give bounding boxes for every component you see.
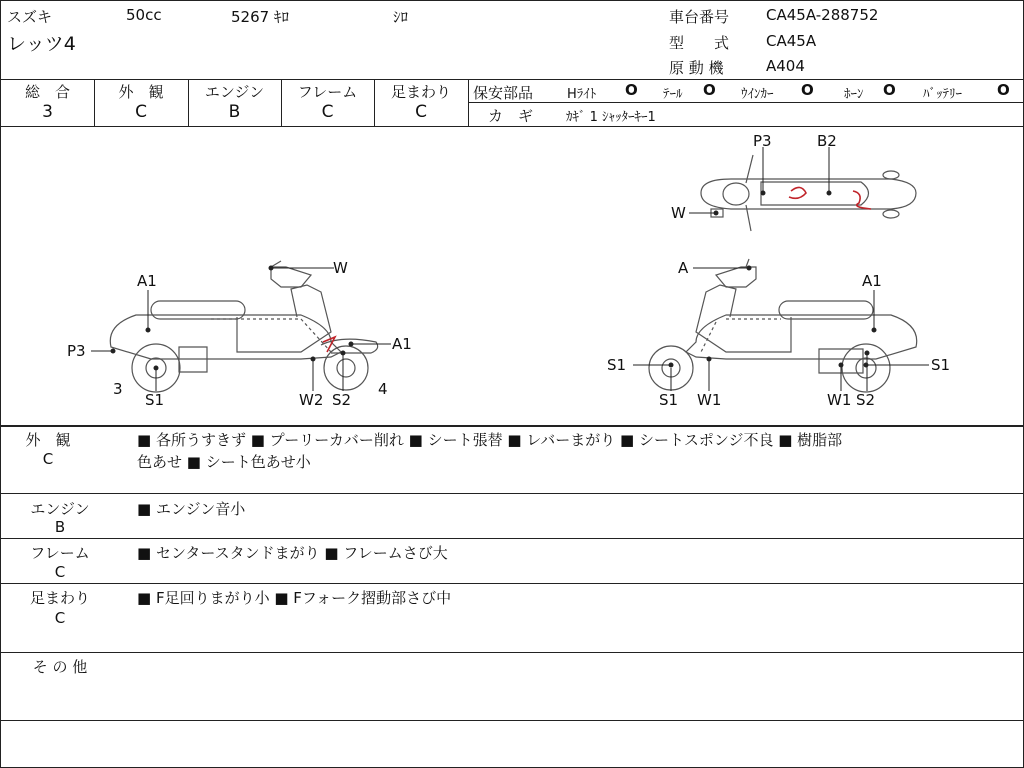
scooter-top-view — [701, 155, 916, 231]
label-a1: A1 — [137, 272, 157, 290]
type-value: CA45A — [766, 32, 817, 50]
damage-diagram — [1, 127, 1023, 425]
divider — [1, 538, 1023, 539]
engine-label: 原 動 機 — [669, 59, 724, 77]
section-exterior-line1: ■ 各所うすきず ■ プーリーカバー削れ ■ シート張替 ■ レバーまがり ■ シートスポンジ不良 ■ 樹脂部 — [137, 431, 843, 449]
section-frame-grade: C — [54, 563, 66, 581]
frame-no-label: 車台番号 — [669, 8, 730, 26]
displacement: 50cc — [126, 6, 162, 24]
section-suspension-grade: C — [54, 609, 66, 627]
label-s2-r: S2 — [856, 391, 876, 409]
mileage: 5267 ｷﾛ — [231, 8, 289, 26]
divider — [468, 79, 469, 126]
safety-item-horn: ﾎｰﾝ — [844, 87, 864, 102]
divider — [468, 102, 1023, 103]
grade-exterior-value: C — [135, 102, 147, 122]
key-value: ｶｷﾞ 1 ｼｬｯﾀｰｷｰ1 — [566, 110, 656, 125]
key-label: カ ギ — [488, 107, 534, 125]
safety-label: 保安部品 — [473, 84, 534, 102]
label-s1: S1 — [145, 391, 165, 409]
engine-value: A404 — [766, 57, 805, 75]
damage-marks — [323, 187, 871, 352]
label-w-top: W — [671, 204, 686, 222]
section-engine-line1: ■ エンジン音小 — [137, 500, 246, 518]
divider — [1, 425, 1023, 427]
label-w2: W2 — [299, 391, 324, 409]
grade-frame-value: C — [321, 102, 334, 122]
grade-engine-label: エンジン — [204, 83, 265, 101]
divider — [1, 583, 1023, 584]
divider — [1, 79, 1023, 80]
maker: スズキ — [7, 8, 53, 26]
divider — [1, 720, 1023, 721]
section-exterior-grade: C — [42, 450, 54, 468]
section-frame-label: フレーム — [30, 544, 90, 562]
section-engine-grade: B — [54, 518, 66, 536]
leader-lines — [91, 147, 929, 391]
divider — [1, 493, 1023, 494]
safety-item-winker: ｳｲﾝｶｰ — [741, 87, 774, 102]
label-a1-right: A1 — [392, 335, 412, 353]
label-s1-left: S1 — [607, 356, 627, 374]
grade-suspension-label: 足まわり — [390, 83, 451, 101]
label-a: A — [678, 259, 689, 277]
label-a1-r: A1 — [862, 272, 882, 290]
safety-item-headlight: Hﾗｲﾄ — [567, 87, 597, 102]
grade-suspension-value: C — [415, 102, 427, 122]
section-other-label: そ の 他 — [32, 658, 88, 676]
grade-total-value: 3 — [42, 102, 53, 122]
safety-mark-horn: O — [883, 81, 896, 99]
safety-mark-headlight: O — [625, 81, 638, 99]
model-name: レッツ4 — [7, 33, 76, 55]
label-w1-front: W1 — [697, 391, 722, 409]
section-suspension-label: 足まわり — [29, 589, 90, 607]
section-exterior-label: 外 観 — [25, 431, 71, 449]
divider — [1, 652, 1023, 653]
section-engine-label: エンジン — [30, 500, 90, 518]
label-s2: S2 — [332, 391, 352, 409]
label-3: 3 — [113, 380, 123, 398]
section-frame-line1: ■ センタースタンドまがり ■ フレームさび大 — [137, 544, 448, 562]
color: ｼﾛ — [393, 8, 409, 26]
grade-frame-label: フレーム — [297, 83, 358, 101]
label-s1-bottom: S1 — [659, 391, 679, 409]
grade-engine-value: B — [228, 102, 241, 122]
type-label: 型 式 — [669, 34, 730, 52]
safety-mark-battery: O — [997, 81, 1010, 99]
label-4: 4 — [378, 380, 388, 398]
label-p3-top: P3 — [753, 132, 772, 150]
label-s1-right: S1 — [931, 356, 951, 374]
safety-item-tail: ﾃｰﾙ — [663, 87, 683, 102]
grade-exterior-label: 外 観 — [118, 83, 164, 101]
safety-mark-tail: O — [703, 81, 716, 99]
label-p3: P3 — [67, 342, 86, 360]
section-exterior-line2: 色あせ ■ シート色あせ小 — [137, 453, 311, 471]
grade-total-label: 総 合 — [24, 83, 70, 101]
frame-no: CA45A-288752 — [766, 6, 879, 24]
safety-item-battery: ﾊﾞｯﾃﾘｰ — [923, 87, 962, 102]
label-w: W — [333, 259, 348, 277]
label-w1-rear: W1 — [827, 391, 852, 409]
safety-mark-winker: O — [801, 81, 814, 99]
section-suspension-line1: ■ F足回りまがり小 ■ Fフォーク摺動部さび中 — [137, 589, 452, 607]
label-b2: B2 — [817, 132, 837, 150]
